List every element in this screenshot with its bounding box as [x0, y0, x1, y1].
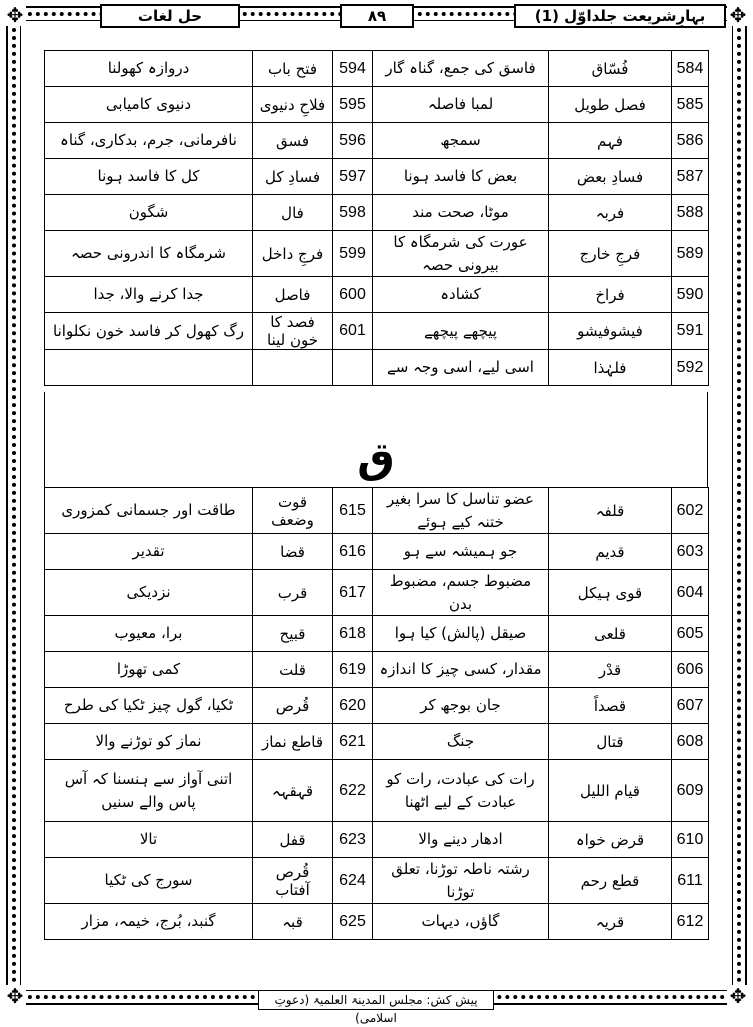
entry-number: 592 — [672, 350, 709, 386]
entry-number: 585 — [672, 87, 709, 123]
entry-word: فتح باب — [253, 51, 333, 87]
entry-meaning: موٹا، صحت مند — [373, 195, 549, 231]
corner-ornament-icon: ✥ — [4, 985, 26, 1007]
entry-word: قدیم — [549, 534, 672, 570]
entry-word: قطع رحم — [549, 858, 672, 904]
corner-ornament-icon: ✥ — [727, 4, 749, 26]
entry-number: 618 — [333, 616, 373, 652]
corner-ornament-icon: ✥ — [4, 4, 26, 26]
table-row — [45, 488, 709, 534]
entry-meaning: فاسق کی جمع، گناہ گار — [373, 51, 549, 87]
table-row — [45, 570, 709, 616]
entry-word: قضا — [253, 534, 333, 570]
table-row — [45, 534, 709, 570]
entry-meaning: کشادہ — [373, 277, 549, 313]
entry-word: قصداً — [549, 688, 672, 724]
entry-word: فلاحِ دنیوی — [253, 87, 333, 123]
entry-word: قفل — [253, 822, 333, 858]
entry-word: فراخ — [549, 277, 672, 313]
section-divider — [44, 392, 708, 487]
publisher-footer: پیش کش: مجلس المدینۃ العلمیۃ (دعوتِ اسلامی) — [258, 990, 494, 1010]
entry-meaning: شرمگاہ کا اندرونی حصہ — [45, 231, 253, 277]
table-row — [45, 688, 709, 724]
entry-number: 586 — [672, 123, 709, 159]
entry-word: فسادِ بعض — [549, 159, 672, 195]
entry-meaning: برا، معیوب — [45, 616, 253, 652]
table-row — [45, 87, 709, 123]
entry-word: فصل طویل — [549, 87, 672, 123]
section-title: حل لغات — [100, 4, 240, 28]
entry-number: 591 — [672, 313, 709, 350]
section-letter: ق — [357, 433, 395, 482]
entry-word: قتال — [549, 724, 672, 760]
entry-meaning: نماز کو توڑنے والا — [45, 724, 253, 760]
entry-number: 594 — [333, 51, 373, 87]
entry-word: فسق — [253, 123, 333, 159]
entry-word: فیشوفیشو — [549, 313, 672, 350]
entry-word: فربہ — [549, 195, 672, 231]
entry-number: 606 — [672, 652, 709, 688]
entry-meaning: سورج کی ٹکیا — [45, 858, 253, 904]
entry-number: 596 — [333, 123, 373, 159]
entry-number: 619 — [333, 652, 373, 688]
entry-meaning: نزدیکی — [45, 570, 253, 616]
table-row — [45, 760, 709, 822]
entry-word: قریہ — [549, 904, 672, 940]
table-row — [45, 231, 709, 277]
entry-meaning: جان بوجھ کر — [373, 688, 549, 724]
glossary-table-qaf — [44, 487, 709, 940]
table-row — [45, 350, 709, 386]
entry-meaning: کمی تھوڑا — [45, 652, 253, 688]
table-row — [45, 822, 709, 858]
entry-meaning: لمبا فاصلہ — [373, 87, 549, 123]
entry-meaning: تقدیر — [45, 534, 253, 570]
entry-word — [253, 350, 333, 386]
entry-meaning: شگون — [45, 195, 253, 231]
entry-meaning: اسی لیے، اسی وجہ سے — [373, 350, 549, 386]
table-row — [45, 277, 709, 313]
entry-meaning: اتنی آواز سے ہنسنا کہ آس پاس والے سنیں — [45, 760, 253, 822]
entry-word: قُرص آفتاب — [253, 858, 333, 904]
table-row — [45, 159, 709, 195]
entry-number: 612 — [672, 904, 709, 940]
entry-word: قاطع نماز — [253, 724, 333, 760]
entry-meaning: صیقل (پالش) کیا ہوا — [373, 616, 549, 652]
entry-word: قبہ — [253, 904, 333, 940]
entry-word: فُسّاق — [549, 51, 672, 87]
entry-number: 588 — [672, 195, 709, 231]
entry-number: 623 — [333, 822, 373, 858]
entry-word: قلفہ — [549, 488, 672, 534]
entry-word: فرجِ داخل — [253, 231, 333, 277]
entry-word: قیام اللیل — [549, 760, 672, 822]
entry-meaning: عورت کی شرمگاہ کا بیرونی حصہ — [373, 231, 549, 277]
entry-number: 584 — [672, 51, 709, 87]
entry-meaning: تالا — [45, 822, 253, 858]
entry-meaning: جدا کرنے والا، جدا — [45, 277, 253, 313]
page-number: ٨٩ — [340, 4, 414, 28]
entry-number: 625 — [333, 904, 373, 940]
entry-word: قوی ہیکل — [549, 570, 672, 616]
entry-meaning: گنبد، بُرج، خیمہ، مزار — [45, 904, 253, 940]
entry-number: 601 — [333, 313, 373, 350]
entry-number: 599 — [333, 231, 373, 277]
entry-meaning: عضو تناسل کا سرا بغیر ختنہ کیے ہوئے — [373, 488, 549, 534]
entry-number: 600 — [333, 277, 373, 313]
entry-word: فال — [253, 195, 333, 231]
entry-word: قوت وضعف — [253, 488, 333, 534]
entry-meaning: جو ہمیشہ سے ہو — [373, 534, 549, 570]
entry-meaning — [45, 350, 253, 386]
table-row — [45, 51, 709, 87]
table-row — [45, 904, 709, 940]
table-row — [45, 652, 709, 688]
entry-number: 617 — [333, 570, 373, 616]
entry-number: 589 — [672, 231, 709, 277]
entry-word: فاصل — [253, 277, 333, 313]
entry-word: قُرص — [253, 688, 333, 724]
entry-meaning: گاؤں، دیہات — [373, 904, 549, 940]
entry-number: 590 — [672, 277, 709, 313]
entry-number: 603 — [672, 534, 709, 570]
entry-word: قدْر — [549, 652, 672, 688]
entry-meaning: طاقت اور جسمانی کمزوری — [45, 488, 253, 534]
entry-number — [333, 350, 373, 386]
entry-number: 621 — [333, 724, 373, 760]
entry-word: قرب — [253, 570, 333, 616]
entry-number: 605 — [672, 616, 709, 652]
entry-number: 608 — [672, 724, 709, 760]
glossary-table-fa — [44, 50, 709, 386]
entry-meaning: رگ کھول کر فاسد خون نکلوانا — [45, 313, 253, 350]
entry-number: 595 — [333, 87, 373, 123]
entry-meaning: ٹکیا، گول چیز ٹکیا کی طرح — [45, 688, 253, 724]
entry-number: 616 — [333, 534, 373, 570]
entry-meaning: دنیوی کامیابی — [45, 87, 253, 123]
table-row — [45, 195, 709, 231]
entry-number: 624 — [333, 858, 373, 904]
entry-meaning: جنگ — [373, 724, 549, 760]
entry-number: 620 — [333, 688, 373, 724]
entry-number: 615 — [333, 488, 373, 534]
entry-word: فلہٰذا — [549, 350, 672, 386]
entry-number: 622 — [333, 760, 373, 822]
entry-meaning: نافرمانی، جرم، بدکاری، گناہ — [45, 123, 253, 159]
corner-ornament-icon: ✥ — [727, 985, 749, 1007]
table-row — [45, 724, 709, 760]
entry-word: قلعی — [549, 616, 672, 652]
entry-meaning: ادھار دینے والا — [373, 822, 549, 858]
entry-word: قرض خواہ — [549, 822, 672, 858]
entry-number: 602 — [672, 488, 709, 534]
entry-number: 607 — [672, 688, 709, 724]
table-row — [45, 858, 709, 904]
entry-meaning: پیچھے پیچھے — [373, 313, 549, 350]
entry-meaning: رات کی عبادت، رات کو عبادت کے لیے اٹھنا — [373, 760, 549, 822]
table-row — [45, 313, 709, 350]
entry-meaning: کل کا فاسد ہونا — [45, 159, 253, 195]
entry-number: 611 — [672, 858, 709, 904]
entry-word: فرجِ خارج — [549, 231, 672, 277]
entry-number: 610 — [672, 822, 709, 858]
entry-number: 609 — [672, 760, 709, 822]
entry-meaning: مقدار، کسی چیز کا اندازہ — [373, 652, 549, 688]
entry-word: فہم — [549, 123, 672, 159]
book-title: بہارِشریعت جلداوّل (1) — [514, 4, 726, 28]
table-row — [45, 123, 709, 159]
entry-word: فصد کا خون لینا — [253, 313, 333, 350]
entry-word: فسادِ کل — [253, 159, 333, 195]
entry-number: 604 — [672, 570, 709, 616]
entry-word: قہقہہ — [253, 760, 333, 822]
entry-number: 587 — [672, 159, 709, 195]
entry-word: قلت — [253, 652, 333, 688]
entry-meaning: رشتہ ناطہ توڑنا، تعلق توڑنا — [373, 858, 549, 904]
entry-meaning: مضبوط جسم، مضبوط بدن — [373, 570, 549, 616]
entry-meaning: سمجھ — [373, 123, 549, 159]
entry-meaning: بعض کا فاسد ہونا — [373, 159, 549, 195]
entry-number: 597 — [333, 159, 373, 195]
entry-meaning: دروازہ کھولنا — [45, 51, 253, 87]
entry-number: 598 — [333, 195, 373, 231]
table-row — [45, 616, 709, 652]
entry-word: قبیح — [253, 616, 333, 652]
